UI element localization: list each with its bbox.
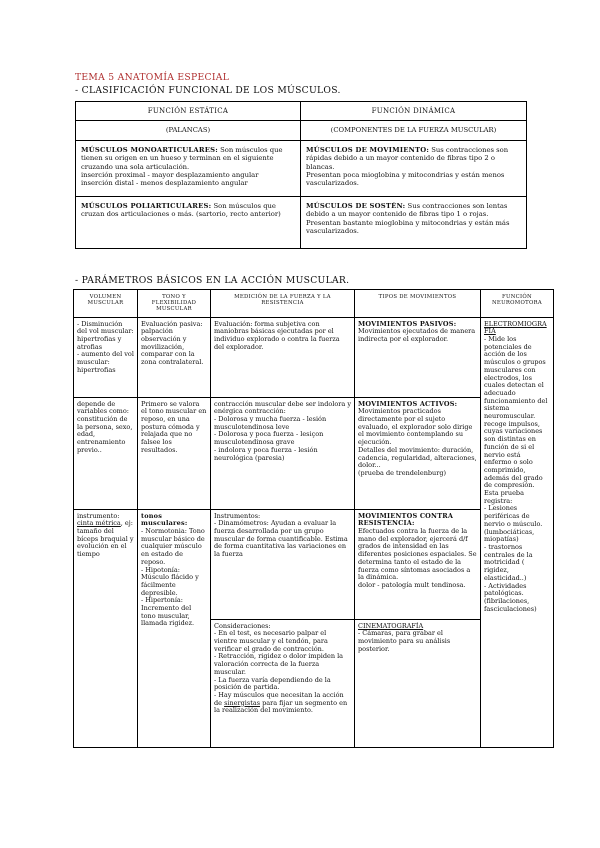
underlined-term: sinergistas — [224, 698, 261, 707]
tone-text-1: Evaluación pasiva: palpación observación y movilización, comparar con la zona contralateral. — [141, 319, 204, 367]
text-monoarticular: Son músculos que tienen su origen en un hueso y terminan en el siguiente cruzando una sola articulación. — [81, 145, 283, 171]
movement-cell-resistance — [355, 509, 481, 619]
term-active-movements: MOVIMIENTOS ACTIVOS: — [358, 399, 458, 408]
measurement-cell-3 — [211, 509, 355, 619]
term-support-muscles: MÚSCULOS DE SOSTÉN: — [306, 201, 406, 210]
term-cinematography: CINEMATOGRAFÍA — [358, 621, 424, 630]
functional-classification-table — [75, 101, 527, 249]
term-movement-muscles: MÚSCULOS DE MOVIMIENTO: — [306, 145, 430, 154]
term-electromyography: ELECTROMIOGRAFÍA — [484, 319, 547, 336]
line-proximal: inserción proximal - mayor desplazamiento angular — [81, 171, 259, 180]
text-cinematography: - Cámaras, para grabar el movimiento para su análisis posterior. — [358, 629, 451, 653]
movement-cell-cinematography — [355, 619, 481, 747]
tone-cell-1 — [138, 317, 211, 397]
section-heading-parameters: - PARÁMETROS BÁSICOS EN LA ACCIÓN MUSCULAR. — [75, 275, 350, 286]
text-active-movements: Movimientos practicados directamente por el sujeto evaluado, el explorador solo dirige el movimiento contemplando su ejecución. Detalles del movimiento: duración, cadencia, regularidad, alteraciones, dolor... (prueba de trendelenburg) — [358, 407, 477, 477]
muscle-parameters-table — [73, 289, 554, 748]
term-poliarticular: MÚSCULOS POLIARTICULARES: — [81, 201, 212, 210]
text-movement-muscles: Sus contracciones son rápidas debido a un mayor contenido de fibras tipo 2 o blancas. — [306, 145, 509, 171]
term-resistance-movements: MOVIMIENTOS CONTRA RESISTENCIA: — [358, 511, 454, 528]
text-support-muscles: Sus contracciones son lentas debido a un mayor contenido de fibras tipo 1 o rojas. — [306, 201, 508, 219]
volume-cell-1 — [74, 317, 138, 397]
text-poliarticular: Son músculos que cruzan dos articulaciones o más. (sartorio, recto anterior) — [81, 201, 281, 219]
neuromotor-cell — [481, 317, 554, 747]
cell-poliarticular — [76, 196, 301, 248]
line-distal: inserción distal - menos desplazamiento angular — [81, 179, 248, 188]
measurement-cell-4 — [211, 619, 355, 747]
movement-cell-active — [355, 397, 481, 509]
volume-cell-3 — [74, 509, 138, 747]
cell-movement-muscles — [301, 140, 527, 196]
section-heading-classification: - CLASIFICACIÓN FUNCIONAL DE LOS MÚSCULOS. — [75, 85, 341, 96]
line-movement-muscles: Presentan poca mioglobina y mitocondrias y están menos vascularizados. — [306, 171, 505, 188]
movement-cell-passive — [355, 317, 481, 397]
cell-support-muscles — [301, 196, 527, 248]
term-passive-movements: MOVIMIENTOS PASIVOS: — [358, 319, 457, 328]
text-resistance-movements: Efectuados contra la fuerza de la mano del explorador, ejercerá d/f grados de intensidad en las diferentes posiciones espaciales. Se determina tanto el estado de la fuerza como síntomas asociados a la dinámica. dolor - patología mult tendinosa. — [358, 527, 477, 589]
text-passive-movements: Movimientos ejecutados de manera indirecta por el explorador. — [358, 327, 476, 344]
header-volume: VOLUMEN MUSCULAR — [74, 290, 138, 318]
measurement-cell-2 — [211, 397, 355, 509]
measurement-text-4: Consideraciones: - En el test, es necesario palpar el vientre muscular y el tendón, para verificar el grado de contracción. - Retracción, rigidez o dolor impiden la valoración correcta de la fuerza muscular. - La fuerza varía dependiendo de la posición de partida. - Hay músculos que necesitan la acción de sinergistas para fijar un segmento en la realización del movimiento. — [214, 621, 348, 715]
tone-text-3: - Normotonia: Tono muscular básico de cualquier músculo en estado de reposo. - Hipotonía: Músculo flácido y fácilmente depresible. - Hipertonía: Incremento del tono muscular, llamada rigidez. — [141, 527, 205, 628]
line-support-muscles: Presentan bastante mioglobina y mitocondrias y están más vascularizados. — [306, 218, 510, 236]
measurement-text-1: Evaluación: forma subjetiva con maniobras básicas ejecutadas por el individuo explorado o contra la fuerza del explorador. — [214, 319, 340, 351]
header-tone: TONO Y FLEXIBILIDAD MUSCULAR — [138, 290, 211, 318]
volume-text-1: - Disminución del vol muscular: hipertrofias y atrofias - aumento del vol muscular: hipertrofias — [77, 319, 134, 374]
tone-cell-2 — [138, 397, 211, 509]
volume-cell-2 — [74, 397, 138, 509]
tone-text-2: Primero se valora el tono muscular en reposo, en una postura cómoda y relajada que no falsee los resultados. — [141, 399, 207, 454]
header-measurement: MEDICIÓN DE LA FUERZA Y LA RESISTENCIA — [211, 290, 355, 318]
subheader-levers: (PALANCAS) — [76, 121, 301, 140]
cell-monoarticular — [76, 140, 301, 196]
underlined-term: cinta métrica — [77, 519, 121, 528]
header-neuromotor: FUNCIÓN NEUROMOTORA — [481, 290, 554, 318]
header-dynamic-function: FUNCIÓN DINÁMICA — [301, 102, 527, 121]
measurement-cell-1 — [211, 317, 355, 397]
tone-cell-3 — [138, 509, 211, 747]
document-title: TEMA 5 ANATOMÍA ESPECIAL — [75, 72, 230, 83]
volume-text-2: depende de variables como: constitución de la persona, sexo, edad, entrenamiento previo.. — [77, 399, 133, 454]
term-muscle-tones: tonos musculares: — [141, 511, 188, 528]
measurement-text-2: contracción muscular debe ser indolora y enérgica contracción: - Dolorosa y mucha fuerza - lesión musculotendinosa leve - Dolorosa y poca fuerza - lesiçon musculotendinosa grave - indolora y poca fuerza - lesión neurológica (paresia) — [214, 399, 351, 462]
header-movement-types: TIPOS DE MOVIMIENTOS — [355, 290, 481, 318]
header-static-function: FUNCIÓN ESTÁTICA — [76, 102, 301, 121]
measurement-text-3: Instrumentos: - Dinamómetros: Ayudan a evaluar la fuerza desarrollada por un grupo muscular de forma cuantificable. Estima de forma cuantitativa las variaciones en la fuerza — [214, 511, 348, 559]
subheader-force-components: (COMPONENTES DE LA FUERZA MUSCULAR) — [301, 121, 527, 140]
term-monoarticular: MÚSCULOS MONOARTICULARES: — [81, 145, 218, 154]
volume-text-3: instrumento: cinta métrica, ej: tamaño del bíceps braquial y evolución en el tiempo — [77, 511, 134, 559]
text-electromyography: - Mide los potenciales de acción de los músculos o grupos musculares con electrodos, los cuales detectan el adecuado funcionamiento del sistema neuromuscular. recoge impulsos, cuyas variaciones son distintas en función de si el nervio está enfermo o solo comprimido, además del grado de compresión. Esta prueba registra: - Lesiones periféricas de nervio o músculo. (lumbociáticas, miopatías) - trastornos centrales de la motricidad ( rigidez, elasticidad..) - Actividades patológicas. (fibrilaciones, fasciculaciones) — [484, 335, 548, 613]
